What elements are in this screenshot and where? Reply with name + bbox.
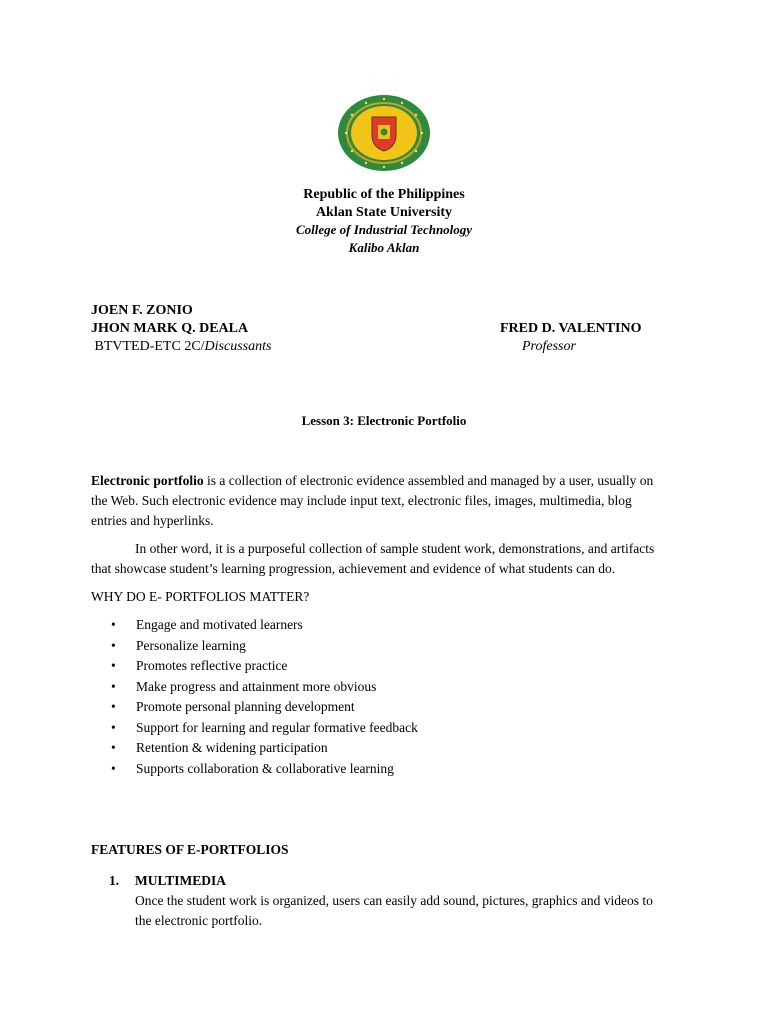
intro-paragraph (91, 471, 671, 531)
intro-definition: is a collection of electronic evidence assembled and managed by a user, usually on the Web. Such electronic evidence may include input text, electronic files, images, multimedia, blog entries and hyperlinks. (91, 473, 654, 528)
university-seal-icon (336, 93, 432, 173)
section-code: BTVTED-ETC 2C/ (94, 339, 205, 354)
document-header (0, 186, 768, 256)
list-item: • Personalize learning (91, 636, 671, 657)
intro-paragraph-2: In other word, it is a purposeful collection of sample student work, demonstrations, and artifacts that showcase student’s learning progression, achievement and evidence of what students can do. (91, 541, 655, 576)
header-college: College of Industrial Technology (295, 222, 473, 237)
feature-description: Once the student work is organized, users can easily add sound, pictures, graphics and videos to the electronic portfolio. (135, 893, 653, 928)
why-bullet-list (91, 615, 671, 779)
list-item: • Promotes reflective practice (91, 656, 671, 677)
student-name-1: JOEN F. ZONIO (91, 303, 193, 318)
intro-term: Electronic portfolio (91, 473, 204, 488)
professor-name: FRED D. VALENTINO (500, 321, 642, 336)
student-name-2: JHON MARK Q. DEALA (91, 321, 249, 336)
list-item: • Support for learning and regular formative feedback (91, 718, 671, 739)
feature-number: 1. (109, 873, 120, 888)
section-role: Discussants (204, 339, 272, 354)
why-heading: WHY DO E- PORTFOLIOS MATTER? (91, 589, 310, 604)
header-location: Kalibo Aklan (348, 239, 420, 255)
header-university: Aklan State University (315, 204, 453, 220)
seal-shield-emblem (381, 129, 388, 136)
names-block (91, 302, 691, 356)
list-item: • Retention & widening participation (91, 738, 671, 759)
list-item: • Engage and motivated learners (91, 615, 671, 636)
list-item: • Make progress and attainment more obvious (91, 677, 671, 698)
list-item: • Promote personal planning development (91, 697, 671, 718)
list-item: • Supports collaboration & collaborative learning (91, 759, 671, 780)
header-republic: Republic of the Philippines (303, 187, 465, 202)
document-body (91, 471, 671, 779)
features-heading: FEATURES OF E-PORTFOLIOS (91, 842, 289, 857)
feature-multimedia (91, 871, 671, 931)
lesson-title: Lesson 3: Electronic Portfolio (301, 413, 467, 428)
professor-role: Professor (522, 339, 576, 354)
feature-title: MULTIMEDIA (135, 873, 227, 888)
